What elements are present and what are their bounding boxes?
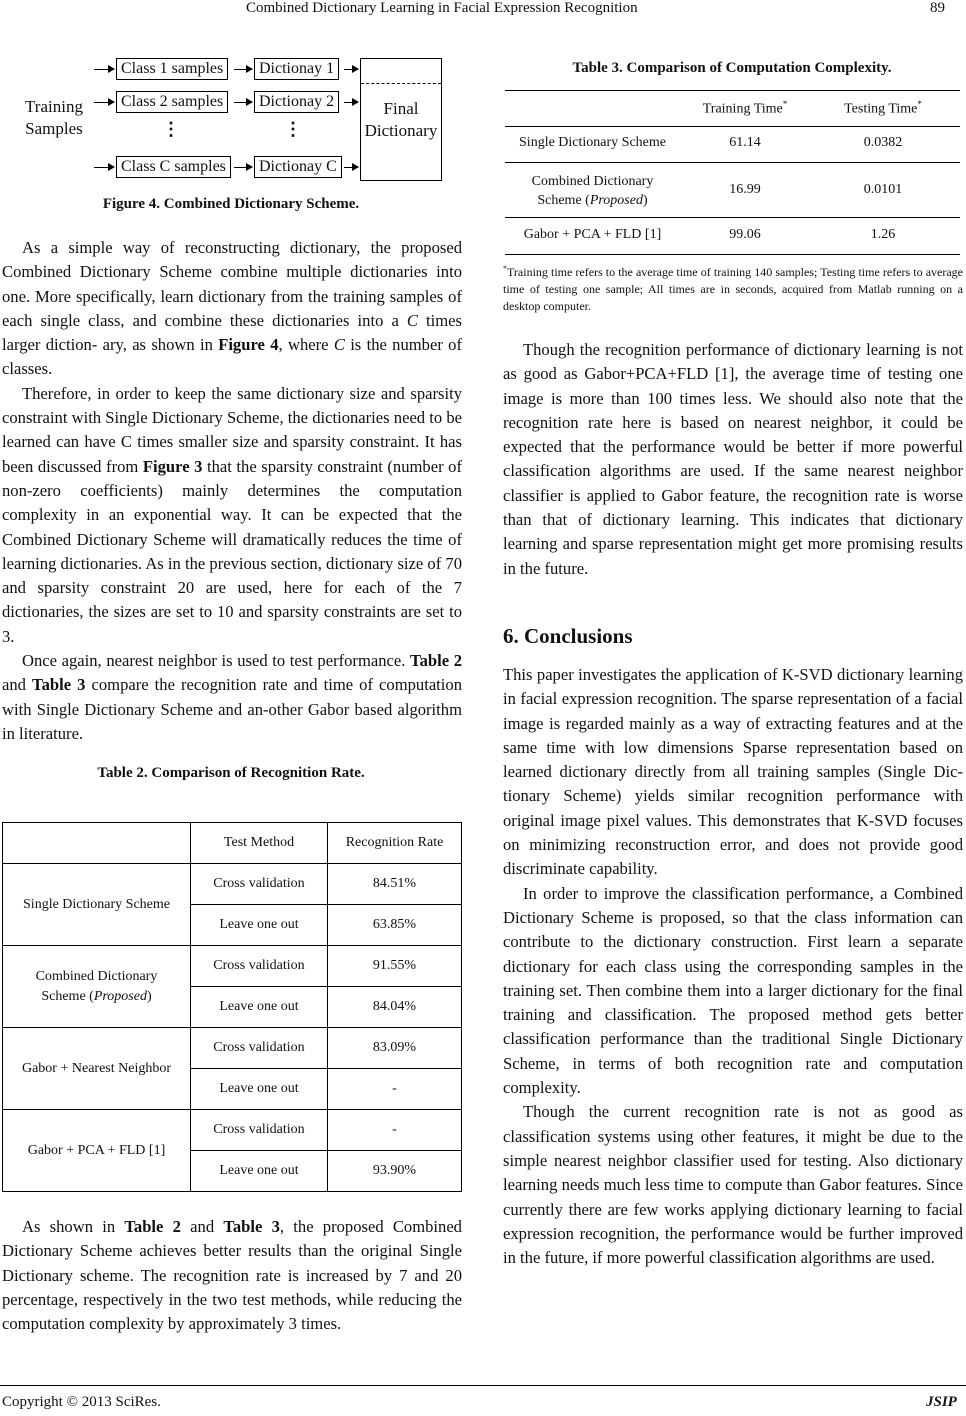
arrow-dict1 [234,69,252,70]
conclusions-paragraph-3: Though the current recognition rate is not as good as classification systems using other features, it might be due to the simple nearest neighbor classifier used for testing. Also dictionary learning needs much less time to compute than Gabor features. Since currently there are few works applying dictionary learning to facial expression recognition, the performance would be further improved in the future, if more powerful classification algorithms are used. [503,1102,963,1268]
figure-4-caption: Figure 4. Combined Dictionary Scheme. [102,196,360,212]
table-3-train: 16.99 [729,182,761,197]
table-2-group-name: Gabor + PCA + FLD [1] [3,1110,191,1192]
class-2-samples-box: Class 2 samples [116,91,228,113]
table-2-cell: 84.51% [328,864,462,905]
paragraph-1: As a simple way of reconstructing dictionary, the proposed Combined Dictionary Scheme combine multiple dictionaries into one. More specifically, learn dictionary from the training samples of each single class, and combine these dictionaries into a C times larger diction- ary, as shown in Figure 4, where C is the number of classes. [2,238,462,379]
table-2 [2,822,462,1192]
table-3 [505,90,960,255]
class-1-samples-box: Class 1 samples [116,58,228,80]
final-divider-1 [361,83,441,84]
final-line2: Dictionary [364,121,438,140]
footer-journal: JSIP [926,1394,957,1410]
table-2-cell: Cross validation [191,1028,328,1069]
left-column-text-top [2,236,462,746]
table-3-method: Single Dictionary Scheme [519,135,666,150]
final-dictionary-label [361,98,441,142]
left-column-text-bottom [2,1215,462,1336]
ellipsis-dicts: ⋮ [284,119,302,139]
table-2-cell: 63.85% [328,905,462,946]
table-2-caption: Table 2. Comparison of Recognition Rate. [97,765,365,781]
table-2-cell: 84.04% [328,987,462,1028]
conclusions-paragraph-1: This paper investigates the application of K-SVD dictionary learning in facial expression recognition. The sparse representation of a facial image is regarded mainly as a way of extracting features and at the same time with low dimensions Sparse representation based on learned dictionary directly from all training samples (Single Dictionary Scheme) yields similar recognition performance with original image pixel values. This demonstrates that K-SVD focuses on minimizing reconstruction error, and does not provide good discriminate capability. [503,665,963,879]
table-2-cell: Cross validation [191,864,328,905]
table-2-cell: 91.55% [328,946,462,987]
section-title-conclusions: 6. Conclusions [503,624,633,648]
arrow-dict2 [234,102,252,103]
table-3-test: 0.0382 [863,135,903,150]
table-3-test: 0.0101 [863,182,903,197]
table-2-header-rate: Recognition Rate [328,823,462,864]
table-3-header-rule [505,126,960,127]
dictionary-2-box: Dictionay 2 [254,91,339,113]
table-3-train: 61.14 [729,135,761,150]
ellipsis-classes: ⋮ [162,119,180,139]
page-number: 89 [930,0,945,16]
conclusions-text [503,663,963,1270]
table-2-cell: 83.09% [328,1028,462,1069]
final-dictionary-box [360,58,442,181]
table-3-train: 99.06 [729,227,761,242]
table-3-method: Gabor + PCA + FLD [1] [523,227,662,242]
training-label-line1: Training [25,97,83,116]
arrow-class2 [94,102,114,103]
dictionary-1-box: Dictionay 1 [254,58,339,80]
table-2-cell: Cross validation [191,946,328,987]
table-2-cell: - [328,1110,462,1151]
arrow-final1 [344,69,358,70]
table-3-row-rule [505,162,960,163]
table-2-group-name: Gabor + Nearest Neighbor [3,1028,191,1110]
right-column-text [503,338,963,581]
table-2-group-name: Single Dictionary Scheme [3,864,191,946]
table-3-method: Combined Dictionary Scheme (Proposed) [531,174,654,208]
table-2-cell: - [328,1069,462,1110]
conclusions-paragraph-2: In order to improve the classification performance, a Combined Dictionary Scheme is proposed, so that the class information can contribute to the dictionary construction. First learn a separate dictionary for each class using the corresponding samples in the training set. Then combine them into a larger dictionary for the final training and classification. The proposed method gets better classification performance than the traditional Single Dictionary Scheme, in terms of both recognition rate and computation complexity. [503,883,963,1098]
table-3-row-rule [505,217,960,218]
table-2-cell: Leave one out [191,1151,328,1192]
right-paragraph-1: Though the recognition performance of dictionary learning is not as good as Gabor+PCA+FLD [1], the average time of testing one image is more than 100 times less. We should also note that the recognition rate here is based on nearest neighbor, it could be expected that the performance would be better if more powerful classification algorithms are used. If the same nearest neighbor classifier is applied to Gabor feature, the recognition rate is worse than that of dictionary learning. This indicates that dictionary learning and sparse representation might get more promising results in the future. [503,340,963,578]
running-title: Combined Dictionary Learning in Facial Expression Recognition [246,0,638,16]
table-2-cell: Leave one out [191,905,328,946]
table-2-cell: 93.90% [328,1151,462,1192]
table-3-header-train: Training Time* [702,99,788,117]
table-2-cell: Leave one out [191,987,328,1028]
table-2-cell: Leave one out [191,1069,328,1110]
arrow-classC [94,167,114,168]
paragraph-2: Therefore, in order to keep the same dictionary size and sparsity constraint with Single Dictionary Scheme, the dictionaries need to be learned can have C times smaller size and sparsity constraint. It has been discussed from Figure 3 that the sparsity constraint (number of non-zero coefficients) mainly determines the computation complexity in an exponential way. It can be expected that the Combined Dictionary Scheme will dramatically reduces the time of learning dictionaries. As in the previous section, dictionary size of 70 and sparsity constraint 20 are used, here for each of the 7 dictionaries, the sizes are set to 10 and sparsity constraints are set to 3. [2,383,462,646]
table-2-cell: Cross validation [191,1110,328,1151]
table-3-bottom-rule [505,254,960,255]
class-c-samples-box: Class C samples [116,156,231,178]
footer-copyright: Copyright © 2013 SciRes. [2,1394,161,1410]
table-3-caption: Table 3. Comparison of Computation Complexity. [572,60,892,76]
dictionary-c-box: Dictionay C [254,156,342,178]
training-samples-label [25,96,83,140]
arrow-class1 [94,69,114,70]
arrow-final2 [344,102,358,103]
table-3-header-test: Testing Time* [844,99,922,117]
paragraph-4: As shown in Table 2 and Table 3, the proposed Combined Dictionary Scheme achieves better results than the original Single Dictionary scheme. The recognition rate is increased by 7 and 20 percentage, respectively in the two test methods, while reducing the computation complexity by approximately 3 times. [2,1217,462,1334]
table-2-header-empty [3,823,191,864]
table-2-header-method: Test Method [191,823,328,864]
paragraph-3: Once again, nearest neighbor is used to test performance. Table 2 and Table 3 compare the recognition rate and time of computation with Single Dictionary Scheme and an-other Gabor based algorithm in literature. [2,651,462,743]
final-line1: Final [383,99,419,118]
footer-rule [0,1385,966,1386]
table-3-top-rule [505,90,960,91]
training-label-line2: Samples [25,119,83,138]
arrow-dictC [234,167,252,168]
table-2-group-name: Combined Dictionary Scheme (Proposed) [3,946,191,1028]
figure-4 [0,50,470,190]
table-3-test: 1.26 [870,227,896,242]
arrow-finalC [344,167,358,168]
table-3-footnote: *Training time refers to the average time of training 140 samples; Testing time refers to average time of testing one sample; All times are in seconds, acquired from Matlab running on a desktop computer. [503,264,963,313]
